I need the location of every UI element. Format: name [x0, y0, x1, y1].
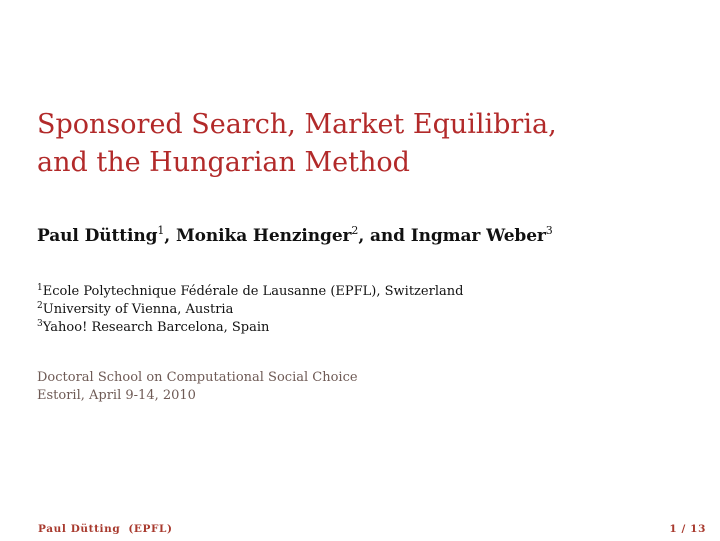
affiliation-mark: 3: [37, 319, 43, 329]
author-list: [37, 226, 553, 246]
title-line-2: and the Hungarian Method: [37, 147, 410, 178]
footer-author-block: [38, 523, 173, 535]
slide-footer: [0, 518, 720, 540]
footer-institute: (EPFL): [128, 523, 173, 535]
author-name: Paul Dütting: [37, 226, 158, 246]
affiliation-text: Ecole Polytechnique Fédérale de Lausanne (EPFL), Switzerland: [42, 284, 464, 299]
affiliation-item: [37, 283, 463, 301]
slide-title: [37, 106, 697, 182]
page-number: 1 / 13: [669, 523, 706, 535]
affiliation-text: University of Vienna, Austria: [42, 302, 234, 317]
affiliation-item: [37, 319, 463, 337]
affiliation-mark: 1: [37, 283, 43, 293]
author-separator: , and: [358, 226, 411, 246]
footer-author: Paul Dütting: [38, 523, 121, 535]
author-separator: ,: [164, 226, 176, 246]
affiliation-text: Yahoo! Research Barcelona, Spain: [42, 320, 270, 335]
affiliation-list: [37, 283, 463, 337]
author-name: Monika Henzinger: [175, 226, 352, 246]
author-affiliation-mark: 2: [351, 224, 359, 237]
affiliation-mark: 2: [37, 301, 43, 311]
author-name: Ingmar Weber: [410, 226, 546, 246]
event-name: Doctoral School on Computational Social Choice: [37, 370, 358, 385]
author-affiliation-mark: 1: [157, 224, 165, 237]
event-date-location: Estoril, April 9-14, 2010: [37, 388, 196, 403]
author-affiliation-mark: 3: [545, 224, 553, 237]
affiliation-item: [37, 301, 463, 319]
event-info: [37, 369, 358, 405]
title-line-1: Sponsored Search, Market Equilibria,: [37, 109, 557, 140]
